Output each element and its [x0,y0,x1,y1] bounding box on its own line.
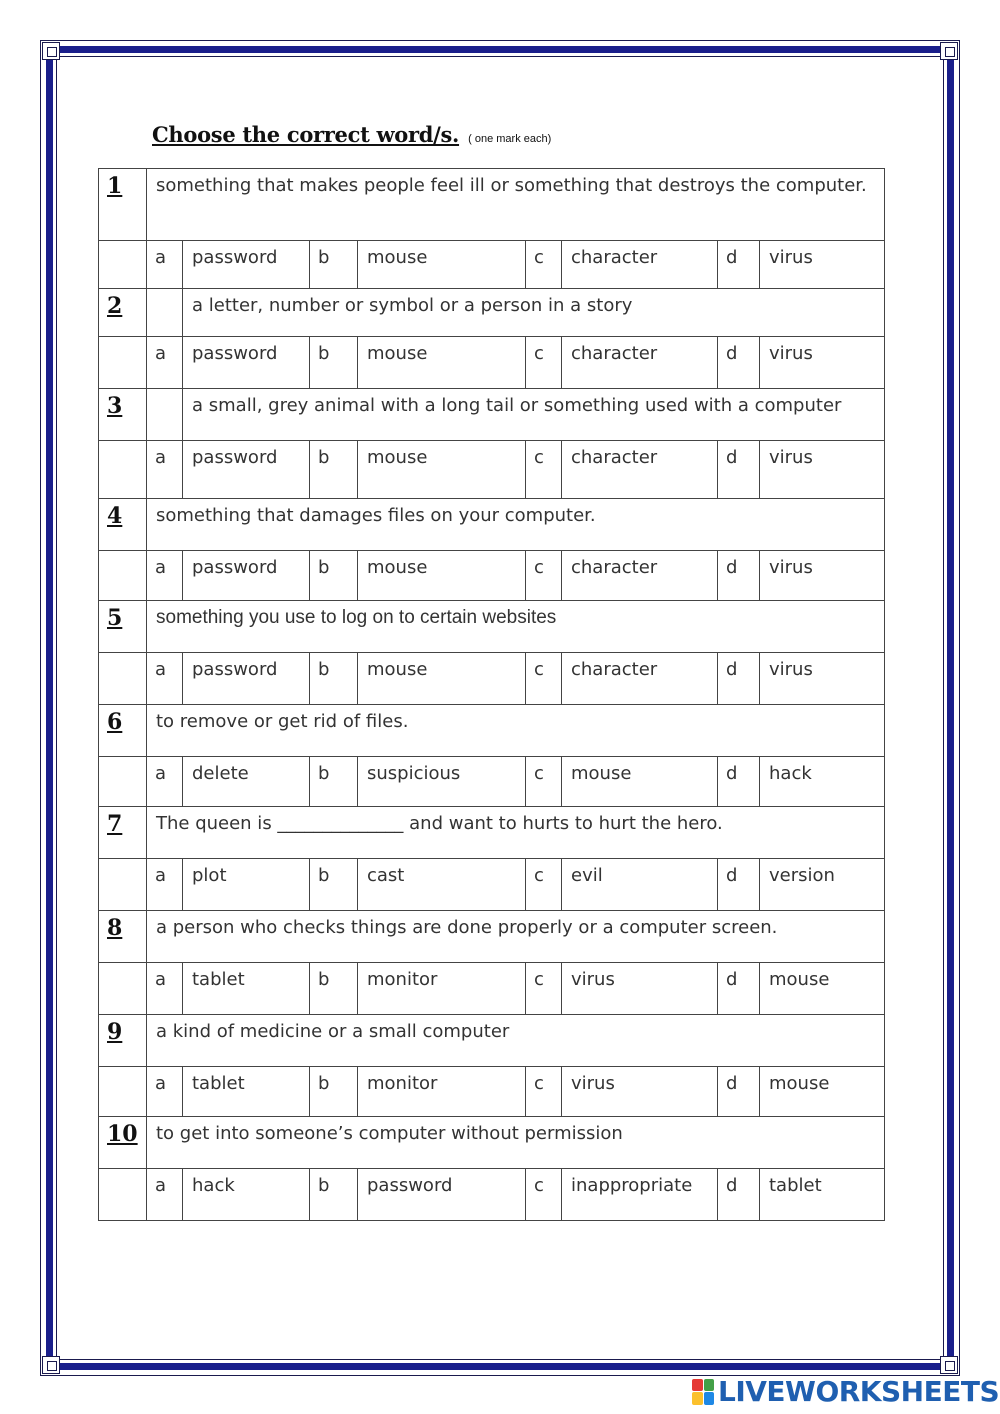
option-letter: c [526,441,562,499]
question-row [99,911,885,963]
option-letter: b [310,1169,358,1221]
option-b-answer[interactable]: suspicious [358,757,526,807]
question-text: a kind of medicine or a small computer [147,1015,885,1067]
question-text: to get into someone’s computer without permission [147,1117,885,1169]
option-letter: d [718,441,760,499]
option-letter: b [310,859,358,911]
question-row [99,705,885,757]
question-row [99,1015,885,1067]
option-c-answer[interactable]: character [562,241,718,289]
empty-cell [99,241,147,289]
options-row [99,1067,885,1117]
option-letter: c [526,1067,562,1117]
empty-cell [147,389,183,441]
option-b-answer[interactable]: monitor [358,963,526,1015]
question-row [99,169,885,241]
option-a-answer[interactable]: plot [183,859,310,911]
option-c-answer[interactable]: character [562,441,718,499]
question-row [99,601,885,653]
option-letter: d [718,859,760,911]
option-letter: b [310,441,358,499]
option-a-answer[interactable]: hack [183,1169,310,1221]
option-letter: d [718,963,760,1015]
options-row [99,337,885,389]
empty-cell [99,859,147,911]
options-row [99,859,885,911]
empty-cell [99,441,147,499]
worksheet-heading [152,122,551,147]
option-letter: b [310,963,358,1015]
option-c-answer[interactable]: mouse [562,757,718,807]
question-number: 3 [99,389,147,441]
options-row [99,551,885,601]
option-letter: b [310,653,358,705]
question-row [99,1117,885,1169]
option-letter: a [147,653,183,705]
option-d-answer[interactable]: hack [760,757,885,807]
border-corner-bottom-left [42,1356,60,1374]
brand-name: LIVEWORKSHEETS [718,1375,1000,1408]
option-d-answer[interactable]: mouse [760,1067,885,1117]
question-row [99,289,885,337]
option-letter: c [526,241,562,289]
option-a-answer[interactable]: password [183,241,310,289]
option-d-answer[interactable]: virus [760,337,885,389]
option-letter: a [147,551,183,601]
question-number: 6 [99,705,147,757]
option-c-answer[interactable]: character [562,653,718,705]
options-row [99,757,885,807]
option-c-answer[interactable]: virus [562,1067,718,1117]
option-letter: a [147,337,183,389]
option-letter: a [147,963,183,1015]
empty-cell [99,963,147,1015]
option-b-answer[interactable]: mouse [358,241,526,289]
empty-cell [99,551,147,601]
question-number: 4 [99,499,147,551]
options-row [99,963,885,1015]
option-a-answer[interactable]: tablet [183,963,310,1015]
question-row [99,389,885,441]
border-corner-top-left [42,42,60,60]
option-a-answer[interactable]: password [183,653,310,705]
option-letter: d [718,653,760,705]
question-text: something you use to log on to certain websites [147,601,885,653]
option-b-answer[interactable]: mouse [358,551,526,601]
option-b-answer[interactable]: password [358,1169,526,1221]
question-text: a person who checks things are done properly or a computer screen. [147,911,885,963]
option-c-answer[interactable]: character [562,551,718,601]
option-a-answer[interactable]: password [183,337,310,389]
empty-cell [99,337,147,389]
option-a-answer[interactable]: password [183,551,310,601]
empty-cell [99,653,147,705]
option-a-answer[interactable]: password [183,441,310,499]
option-d-answer[interactable]: mouse [760,963,885,1015]
liveworksheets-logo [692,1375,999,1408]
option-letter: b [310,241,358,289]
option-d-answer[interactable]: version [760,859,885,911]
option-b-answer[interactable]: mouse [358,441,526,499]
option-letter: d [718,337,760,389]
option-c-answer[interactable]: inappropriate [562,1169,718,1221]
option-a-answer[interactable]: delete [183,757,310,807]
option-letter: c [526,1169,562,1221]
option-b-answer[interactable]: mouse [358,337,526,389]
option-letter: d [718,241,760,289]
question-number: 2 [99,289,147,337]
liveworksheets-logo-icon [692,1379,714,1405]
option-a-answer[interactable]: tablet [183,1067,310,1117]
option-letter: d [718,551,760,601]
question-number: 8 [99,911,147,963]
question-text: a letter, number or symbol or a person in a story [183,289,885,337]
option-d-answer[interactable]: virus [760,551,885,601]
option-letter: b [310,337,358,389]
option-letter: c [526,757,562,807]
question-text: something that makes people feel ill or something that destroys the computer. [147,169,885,241]
empty-cell [99,757,147,807]
option-letter: c [526,337,562,389]
options-row [99,653,885,705]
option-c-answer[interactable]: evil [562,859,718,911]
option-letter: c [526,963,562,1015]
options-row [99,241,885,289]
option-letter: d [718,757,760,807]
option-letter: b [310,757,358,807]
option-letter: b [310,551,358,601]
options-row [99,441,885,499]
option-d-answer[interactable]: tablet [760,1169,885,1221]
border-corner-bottom-right [940,1356,958,1374]
option-d-answer[interactable]: virus [760,241,885,289]
empty-cell [147,289,183,337]
option-letter: a [147,441,183,499]
option-c-answer[interactable]: virus [562,963,718,1015]
question-text: a small, grey animal with a long tail or something used with a computer [183,389,885,441]
quiz-table [98,168,885,1221]
option-letter: b [310,1067,358,1117]
option-letter: c [526,653,562,705]
empty-cell [99,1067,147,1117]
empty-cell [99,1169,147,1221]
option-d-answer[interactable]: virus [760,441,885,499]
option-b-answer[interactable]: monitor [358,1067,526,1117]
question-text: to remove or get rid of files. [147,705,885,757]
option-letter: c [526,551,562,601]
option-c-answer[interactable]: character [562,337,718,389]
option-d-answer[interactable]: virus [760,653,885,705]
options-row [99,1169,885,1221]
option-b-answer[interactable]: mouse [358,653,526,705]
question-number: 7 [99,807,147,859]
option-letter: d [718,1169,760,1221]
question-row [99,807,885,859]
question-text: The queen is ______________ and want to hurts to hurt the hero. [147,807,885,859]
question-number: 10 [99,1117,147,1169]
option-letter: a [147,241,183,289]
heading-title: Choose the correct word/s. [152,122,460,147]
question-number: 5 [99,601,147,653]
option-letter: a [147,1067,183,1117]
option-letter: d [718,1067,760,1117]
border-corner-top-right [940,42,958,60]
option-b-answer[interactable]: cast [358,859,526,911]
question-row [99,499,885,551]
question-text: something that damages files on your computer. [147,499,885,551]
option-letter: a [147,859,183,911]
question-number: 1 [99,169,147,241]
option-letter: a [147,1169,183,1221]
option-letter: c [526,859,562,911]
heading-note: ( one mark each) [468,133,552,145]
option-letter: a [147,757,183,807]
question-number: 9 [99,1015,147,1067]
